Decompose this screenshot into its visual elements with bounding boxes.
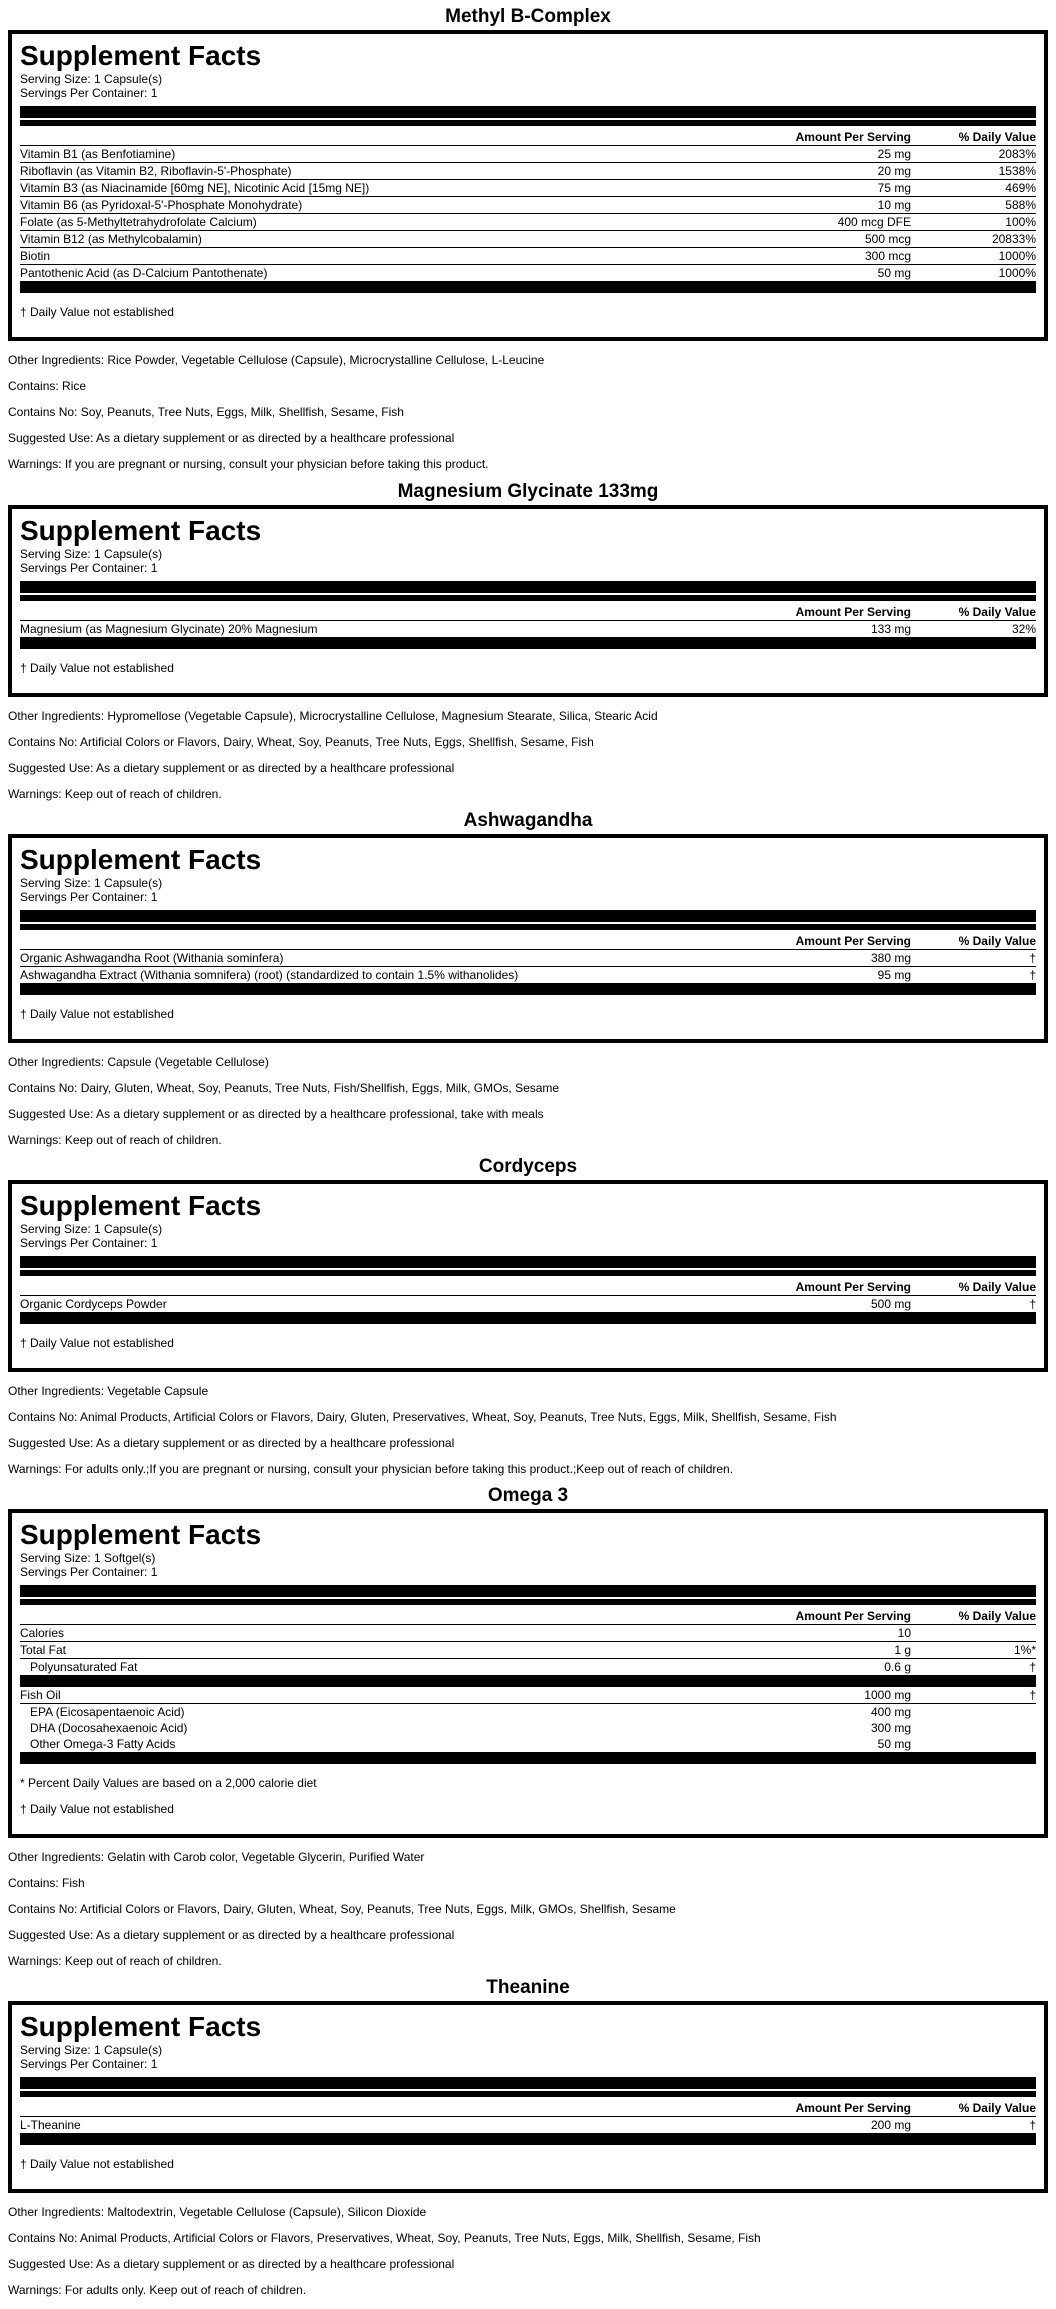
- nutrient-row: Vitamin B3 (as Niacinamide [60mg NE], Nicotinic Acid [15mg NE]) 75 mg 469%: [20, 181, 1036, 195]
- nutrient-row: Organic Cordyceps Powder 500 mg †: [20, 1297, 1036, 1311]
- divider-thick: [20, 1256, 1036, 1268]
- other-ingredients: Other Ingredients: Gelatin with Carob color, Vegetable Glycerin, Purified Water: [8, 1850, 425, 1864]
- divider-medium: [20, 924, 1036, 930]
- dv-header: % Daily Value: [958, 2101, 1036, 2115]
- warnings: Warnings: Keep out of reach of children.: [8, 787, 222, 801]
- column-header: [20, 2100, 1036, 2117]
- divider-medium: [20, 1270, 1036, 1276]
- divider-thick: [20, 281, 1036, 293]
- product-title: Ashwagandha: [463, 810, 593, 831]
- footnote-dagger: † Daily Value not established: [20, 305, 174, 319]
- nutrient-row: Total Fat 1 g 1%*: [20, 1643, 1036, 1657]
- divider-thick: [20, 1752, 1036, 1764]
- column-header: [20, 604, 1036, 621]
- product-title: Cordyceps: [478, 1156, 578, 1177]
- warnings: Warnings: Keep out of reach of children.: [8, 1133, 222, 1147]
- nutrient-row: DHA (Docosahexaenoic Acid) 300 mg: [30, 1721, 911, 1735]
- servings-per-container: Servings Per Container: 1: [20, 2057, 158, 2071]
- servings-per-container: Servings Per Container: 1: [20, 1236, 158, 1250]
- footnote-dagger: † Daily Value not established: [20, 1802, 174, 1816]
- product-methyl-b-complex: [0, 6, 1056, 483]
- amount-header: Amount Per Serving: [795, 1609, 911, 1623]
- serving-size: Serving Size: 1 Capsule(s): [20, 2043, 163, 2057]
- product-title: Omega 3: [487, 1485, 569, 1506]
- suggested-use: Suggested Use: As a dietary supplement or as directed by a healthcare professional: [8, 1436, 455, 1450]
- contains-no: Contains No: Artificial Colors or Flavors, Dairy, Wheat, Soy, Peanuts, Tree Nuts, Eggs, Shellfish, Sesame, Fish: [8, 735, 594, 749]
- supplement-facts-panel: [8, 505, 1048, 697]
- suggested-use: Suggested Use: As a dietary supplement or as directed by a healthcare professional, take with meals: [8, 1107, 544, 1121]
- product-info: [8, 1384, 1048, 1488]
- footnote-dagger: † Daily Value not established: [20, 2157, 174, 2171]
- footnote-dagger: † Daily Value not established: [20, 1336, 174, 1350]
- panel-heading: Supplement Facts: [20, 1519, 262, 1550]
- supplement-facts-panel: [8, 834, 1048, 1043]
- product-theanine: [0, 1977, 1056, 2309]
- other-ingredients: Other Ingredients: Hypromellose (Vegetable Capsule), Microcrystalline Cellulose, Magnesium Stearate, Silica, Stearic Acid: [8, 709, 658, 723]
- panel-heading: Supplement Facts: [20, 2011, 262, 2042]
- dv-header: % Daily Value: [958, 1609, 1036, 1623]
- panel-heading: Supplement Facts: [20, 515, 262, 546]
- nutrient-row: Biotin 300 mcg 1000%: [20, 249, 1036, 263]
- servings-per-container: Servings Per Container: 1: [20, 86, 158, 100]
- serving-size: Serving Size: 1 Capsule(s): [20, 72, 163, 86]
- nutrient-row: Organic Ashwagandha Root (Withania sominfera) 380 mg †: [20, 951, 1036, 965]
- panel-heading: Supplement Facts: [20, 844, 262, 875]
- serving-size: Serving Size: 1 Softgel(s): [20, 1551, 156, 1565]
- footnote-percent-dv: * Percent Daily Values are based on a 2,000 calorie diet: [20, 1776, 317, 1790]
- divider-thick: [20, 2077, 1036, 2089]
- nutrient-row: Folate (as 5-Methyltetrahydrofolate Calcium) 400 mcg DFE 100%: [20, 215, 1036, 229]
- contains: Contains: Rice: [8, 379, 87, 393]
- other-ingredients: Other Ingredients: Capsule (Vegetable Cellulose): [8, 1055, 269, 1069]
- divider-medium: [20, 120, 1036, 126]
- amount-header: Amount Per Serving: [795, 605, 911, 619]
- amount-header: Amount Per Serving: [795, 1280, 911, 1294]
- product-info: [8, 1055, 1048, 1159]
- column-header: [20, 129, 1036, 146]
- product-info: [8, 1850, 1048, 1980]
- servings-per-container: Servings Per Container: 1: [20, 561, 158, 575]
- divider-thick: [20, 581, 1036, 593]
- contains-no: Contains No: Animal Products, Artificial Colors or Flavors, Preservatives, Wheat, Soy, Peanuts, Tree Nuts, Eggs, Milk, Shellfish, Sesame, Fish: [8, 2231, 761, 2245]
- product-info: [8, 709, 1048, 813]
- product-omega-3: [0, 1485, 1056, 1980]
- divider-medium: [20, 2091, 1036, 2097]
- suggested-use: Suggested Use: As a dietary supplement or as directed by a healthcare professional: [8, 1928, 455, 1942]
- warnings: Warnings: If you are pregnant or nursing, consult your physician before taking this product.: [8, 457, 489, 471]
- panel-heading: Supplement Facts: [20, 40, 262, 71]
- product-info: [8, 2205, 1048, 2309]
- nutrient-row: EPA (Eicosapentaenoic Acid) 400 mg: [30, 1705, 911, 1719]
- amount-header: Amount Per Serving: [795, 2101, 911, 2115]
- other-ingredients: Other Ingredients: Vegetable Capsule: [8, 1384, 209, 1398]
- amount-header: Amount Per Serving: [795, 130, 911, 144]
- divider-thick: [20, 1675, 1036, 1687]
- nutrient-row: Pantothenic Acid (as D-Calcium Pantothenate) 50 mg 1000%: [20, 266, 1036, 280]
- column-header: [20, 1279, 1036, 1296]
- servings-per-container: Servings Per Container: 1: [20, 1565, 158, 1579]
- dv-header: % Daily Value: [958, 1280, 1036, 1294]
- contains-no: Contains No: Soy, Peanuts, Tree Nuts, Eggs, Milk, Shellfish, Sesame, Fish: [8, 405, 404, 419]
- product-ashwagandha: [0, 810, 1056, 1159]
- supplement-facts-panel: [8, 1180, 1048, 1372]
- dv-header: % Daily Value: [958, 130, 1036, 144]
- product-title: Methyl B-Complex: [445, 6, 611, 27]
- footnote-dagger: † Daily Value not established: [20, 1007, 174, 1021]
- divider-medium: [20, 1599, 1036, 1605]
- other-ingredients: Other Ingredients: Maltodextrin, Vegetable Cellulose (Capsule), Silicon Dioxide: [8, 2205, 427, 2219]
- divider-thick: [20, 1585, 1036, 1597]
- divider-thick: [20, 2133, 1036, 2145]
- suggested-use: Suggested Use: As a dietary supplement or as directed by a healthcare professional: [8, 2257, 455, 2271]
- product-magnesium-glycinate: [0, 481, 1056, 813]
- nutrient-row: Riboflavin (as Vitamin B2, Riboflavin-5'-Phosphate) 20 mg 1538%: [20, 164, 1036, 178]
- dv-header: % Daily Value: [958, 605, 1036, 619]
- nutrient-row: Ashwagandha Extract (Withania somnifera) (root) (standardized to contain 1.5% withanolides) 95 mg †: [20, 968, 1036, 982]
- nutrient-row: Vitamin B1 (as Benfotiamine) 25 mg 2083%: [20, 147, 1036, 161]
- contains-no: Contains No: Dairy, Gluten, Wheat, Soy, Peanuts, Tree Nuts, Fish/Shellfish, Eggs, Milk, GMOs, Sesame: [8, 1081, 560, 1095]
- product-title: Theanine: [486, 1977, 570, 1998]
- suggested-use: Suggested Use: As a dietary supplement or as directed by a healthcare professional: [8, 761, 455, 775]
- nutrient-row: Fish Oil 1000 mg †: [20, 1688, 1036, 1702]
- product-cordyceps: [0, 1156, 1056, 1488]
- product-title: Magnesium Glycinate 133mg: [397, 481, 659, 502]
- nutrient-row: Vitamin B12 (as Methylcobalamin) 500 mcg 20833%: [20, 232, 1036, 246]
- other-ingredients: Other Ingredients: Rice Powder, Vegetable Cellulose (Capsule), Microcrystalline Cellulose, L-Leucine: [8, 353, 545, 367]
- contains: Contains: Fish: [8, 1876, 85, 1890]
- serving-size: Serving Size: 1 Capsule(s): [20, 1222, 163, 1236]
- nutrient-row: L-Theanine 200 mg †: [20, 2118, 1036, 2132]
- suggested-use: Suggested Use: As a dietary supplement or as directed by a healthcare professional: [8, 431, 455, 445]
- amount-header: Amount Per Serving: [795, 934, 911, 948]
- divider-medium: [20, 595, 1036, 601]
- divider-thick: [20, 106, 1036, 118]
- nutrient-row: Other Omega-3 Fatty Acids 50 mg: [30, 1737, 911, 1751]
- nutrient-row: Vitamin B6 (as Pyridoxal-5'-Phosphate Monohydrate) 10 mg 588%: [20, 198, 1036, 212]
- warnings: Warnings: For adults only. Keep out of reach of children.: [8, 2283, 307, 2297]
- divider-thick: [20, 983, 1036, 995]
- supplement-facts-panel: [8, 30, 1048, 341]
- nutrient-row: Polyunsaturated Fat 0.6 g †: [30, 1660, 1036, 1674]
- divider-thick: [20, 637, 1036, 649]
- contains-no: Contains No: Artificial Colors or Flavors, Dairy, Gluten, Wheat, Soy, Peanuts, Tree Nuts, Eggs, Milk, GMOs, Shellfish, Sesame: [8, 1902, 676, 1916]
- nutrient-row: Calories 10: [20, 1625, 1036, 1642]
- contains-no: Contains No: Animal Products, Artificial Colors or Flavors, Dairy, Gluten, Preservatives, Wheat, Soy, Peanuts, Tree Nuts, Eggs, Milk, Shellfish, Sesame, Fish: [8, 1410, 837, 1424]
- servings-per-container: Servings Per Container: 1: [20, 890, 158, 904]
- panel-heading: Supplement Facts: [20, 1190, 262, 1221]
- warnings: Warnings: Keep out of reach of children.: [8, 1954, 222, 1968]
- dv-header: % Daily Value: [958, 934, 1036, 948]
- serving-size: Serving Size: 1 Capsule(s): [20, 547, 163, 561]
- nutrient-row: Magnesium (as Magnesium Glycinate) 20% Magnesium 133 mg 32%: [20, 622, 1036, 636]
- product-info: [8, 353, 1048, 483]
- column-header: [20, 1608, 1036, 1625]
- serving-size: Serving Size: 1 Capsule(s): [20, 876, 163, 890]
- warnings: Warnings: For adults only.;If you are pregnant or nursing, consult your physician before taking this product.;Keep out of reach of children.: [8, 1462, 734, 1476]
- column-header: [20, 933, 1036, 950]
- divider-thick: [20, 910, 1036, 922]
- divider-thick: [20, 1312, 1036, 1324]
- supplement-facts-panel: [8, 2001, 1048, 2193]
- footnote-dagger: † Daily Value not established: [20, 661, 174, 675]
- supplement-facts-panel: [8, 1509, 1048, 1838]
